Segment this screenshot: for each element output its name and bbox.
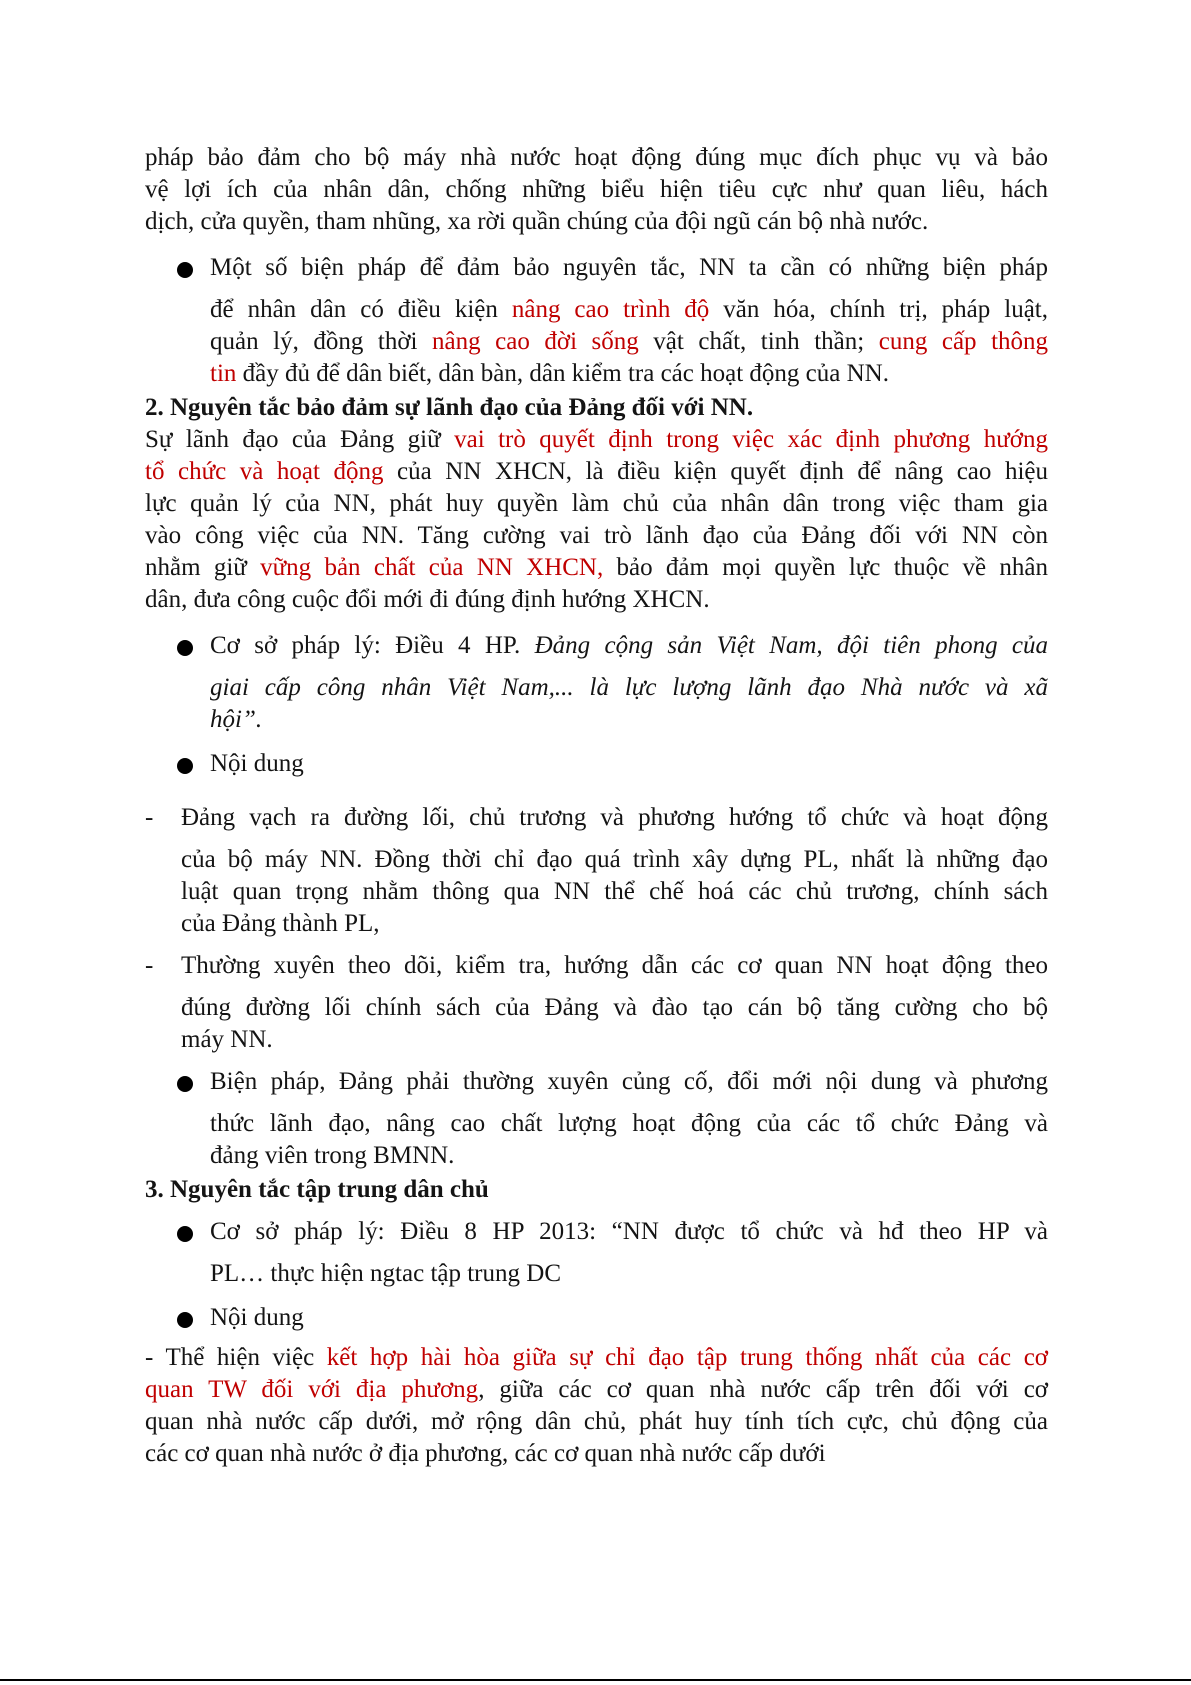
section-heading-3: 3. Nguyên tắc tập trung dân chủ	[145, 1176, 489, 1203]
text-line	[210, 294, 1048, 326]
text-line: của bộ máy NN. Đồng thời chỉ đạo quá trình xây dựng PL, nhất là những đạo	[181, 846, 1048, 873]
text-span: quản lý, đồng thời	[210, 328, 433, 355]
highlight-text: kết hợp hài hòa giữa sự chỉ đạo tập trung thống nhất của các cơ	[326, 1344, 1049, 1371]
text-line	[145, 1374, 1048, 1406]
text-line	[210, 326, 1048, 358]
text-line: các cơ quan nhà nước ở địa phương, các cơ quan nhà nước cấp dưới	[145, 1440, 826, 1467]
text-span: Sự lãnh đạo của Đảng giữ	[145, 426, 455, 453]
text-line: luật quan trọng nhằm thông qua NN thể chế hoá các chủ trương, chính sách	[181, 878, 1048, 905]
text-line: quan nhà nước cấp dưới, mở rộng dân chủ, phát huy tính tích cực, chủ động của	[145, 1408, 1048, 1435]
highlight-text: quan TW đối với địa phương	[145, 1376, 479, 1403]
text-line: thức lãnh đạo, nâng cao chất lượng hoạt động của các tổ chức Đảng và	[210, 1110, 1048, 1137]
dash-item-supervision	[145, 950, 1048, 1056]
democratic-centralism-paragraph	[145, 1342, 1048, 1470]
highlight-text: vai trò quyết định trong việc xác định phương hướng	[454, 426, 1049, 453]
text-line: Biện pháp, Đảng phải thường xuyên củng cố, đổi mới nội dung và phương	[210, 1068, 1048, 1095]
text-line	[210, 358, 1048, 390]
text-line: dịch, cửa quyền, tham nhũng, xa rời quần chúng của đội ngũ cán bộ nhà nước.	[145, 208, 929, 235]
text-line: giai cấp công nhân Việt Nam,... là lực lượng lãnh đạo Nhà nước và xã	[210, 674, 1048, 701]
text-line: Đảng vạch ra đường lối, chủ trương và phương hướng tổ chức và hoạt động	[181, 804, 1048, 831]
text-line: của Đảng thành PL,	[181, 910, 380, 937]
text-span: , giữa các cơ quan nhà nước cấp trên đối với cơ	[478, 1376, 1049, 1403]
text-line	[145, 552, 1048, 584]
bullet-dot-icon	[177, 758, 193, 774]
highlight-text: nâng cao trình độ	[511, 296, 710, 323]
text-line	[145, 424, 1048, 456]
text-line: đúng đường lối chính sách của Đảng và đào tạo cán bộ tăng cường cho bộ	[181, 994, 1048, 1021]
text-line: Nội dung	[210, 1304, 304, 1331]
italic-quote: Đảng cộng sản Việt Nam, đội tiên phong của	[534, 632, 1048, 659]
section-heading-2: 2. Nguyên tắc bảo đảm sự lãnh đạo của Đảng đối với NN.	[145, 394, 754, 421]
highlight-text: vững bản chất của NN XHCN,	[260, 554, 604, 581]
highlight-text: tin	[210, 360, 237, 387]
text-line	[210, 630, 1048, 662]
party-leadership-paragraph	[145, 424, 1048, 616]
text-line: vào công việc của NN. Tăng cường vai trò lãnh đạo của Đảng đối với NN còn	[145, 522, 1048, 549]
text-line: Thường xuyên theo dõi, kiểm tra, hướng dẫn các cơ quan NN hoạt động theo	[181, 952, 1048, 979]
text-span: vật chất, tinh thần;	[638, 328, 879, 355]
highlight-text: tổ chức và hoạt động	[145, 458, 384, 485]
text-span: để nhân dân có điều kiện	[210, 296, 512, 323]
text-line: PL… thực hiện ngtac tập trung DC	[210, 1260, 561, 1287]
bullet-measures-party	[145, 1066, 1048, 1172]
text-span: - Thể hiện việc	[145, 1344, 327, 1371]
text-line	[145, 1342, 1048, 1374]
text-line: lực quản lý của NN, phát huy quyền làm chủ của nhân dân trong việc tham gia	[145, 490, 1048, 517]
bullet-dot-icon	[177, 1226, 193, 1242]
bullet-legal-basis-article-8	[145, 1216, 1048, 1290]
dash-marker: -	[145, 952, 154, 979]
bullet-measures	[145, 252, 1048, 390]
text-span: bảo đảm mọi quyền lực thuộc về nhân	[603, 554, 1049, 581]
page-bottom-rule	[0, 1679, 1191, 1681]
dash-marker: -	[145, 804, 154, 831]
text-span: Cơ sở pháp lý: Điều 4 HP.	[210, 632, 535, 659]
text-line: Một số biện pháp để đảm bảo nguyên tắc, NN ta cần có những biện pháp	[210, 254, 1048, 281]
bullet-dot-icon	[177, 1312, 193, 1328]
highlight-text: cung cấp thông	[878, 328, 1049, 355]
text-span: của NN XHCN, là điều kiện quyết định để nâng cao hiệu	[383, 458, 1048, 485]
document-page	[145, 142, 1048, 1470]
text-line: dân, đưa công cuộc đổi mới đi đúng định hướng XHCN.	[145, 586, 710, 613]
text-line	[145, 456, 1048, 488]
text-line: Nội dung	[210, 750, 304, 777]
text-line: đảng viên trong BMNN.	[210, 1142, 455, 1169]
intro-paragraph	[145, 142, 1048, 238]
text-line: pháp bảo đảm cho bộ máy nhà nước hoạt động đúng mục đích phục vụ và bảo	[145, 144, 1048, 171]
text-span: nhằm giữ	[145, 554, 261, 581]
text-line: hội”.	[210, 706, 263, 733]
text-line: máy NN.	[181, 1026, 273, 1053]
text-span: đầy đủ để dân biết, dân bàn, dân kiểm tra các hoạt động của NN.	[236, 360, 889, 387]
bullet-content-2	[145, 1302, 1048, 1334]
highlight-text: nâng cao đời sống	[432, 328, 639, 355]
dash-item-party-guidelines	[145, 802, 1048, 940]
bullet-dot-icon	[177, 262, 193, 278]
text-line: vệ lợi ích của nhân dân, chống những biểu hiện tiêu cực như quan liêu, hách	[145, 176, 1048, 203]
bullet-dot-icon	[177, 640, 193, 656]
text-line: Cơ sở pháp lý: Điều 8 HP 2013: “NN được tổ chức và hđ theo HP và	[210, 1218, 1048, 1245]
bullet-content	[145, 748, 1048, 780]
bullet-dot-icon	[177, 1076, 193, 1092]
bullet-legal-basis-article-4	[145, 630, 1048, 736]
text-span: văn hóa, chính trị, pháp luật,	[709, 296, 1048, 323]
